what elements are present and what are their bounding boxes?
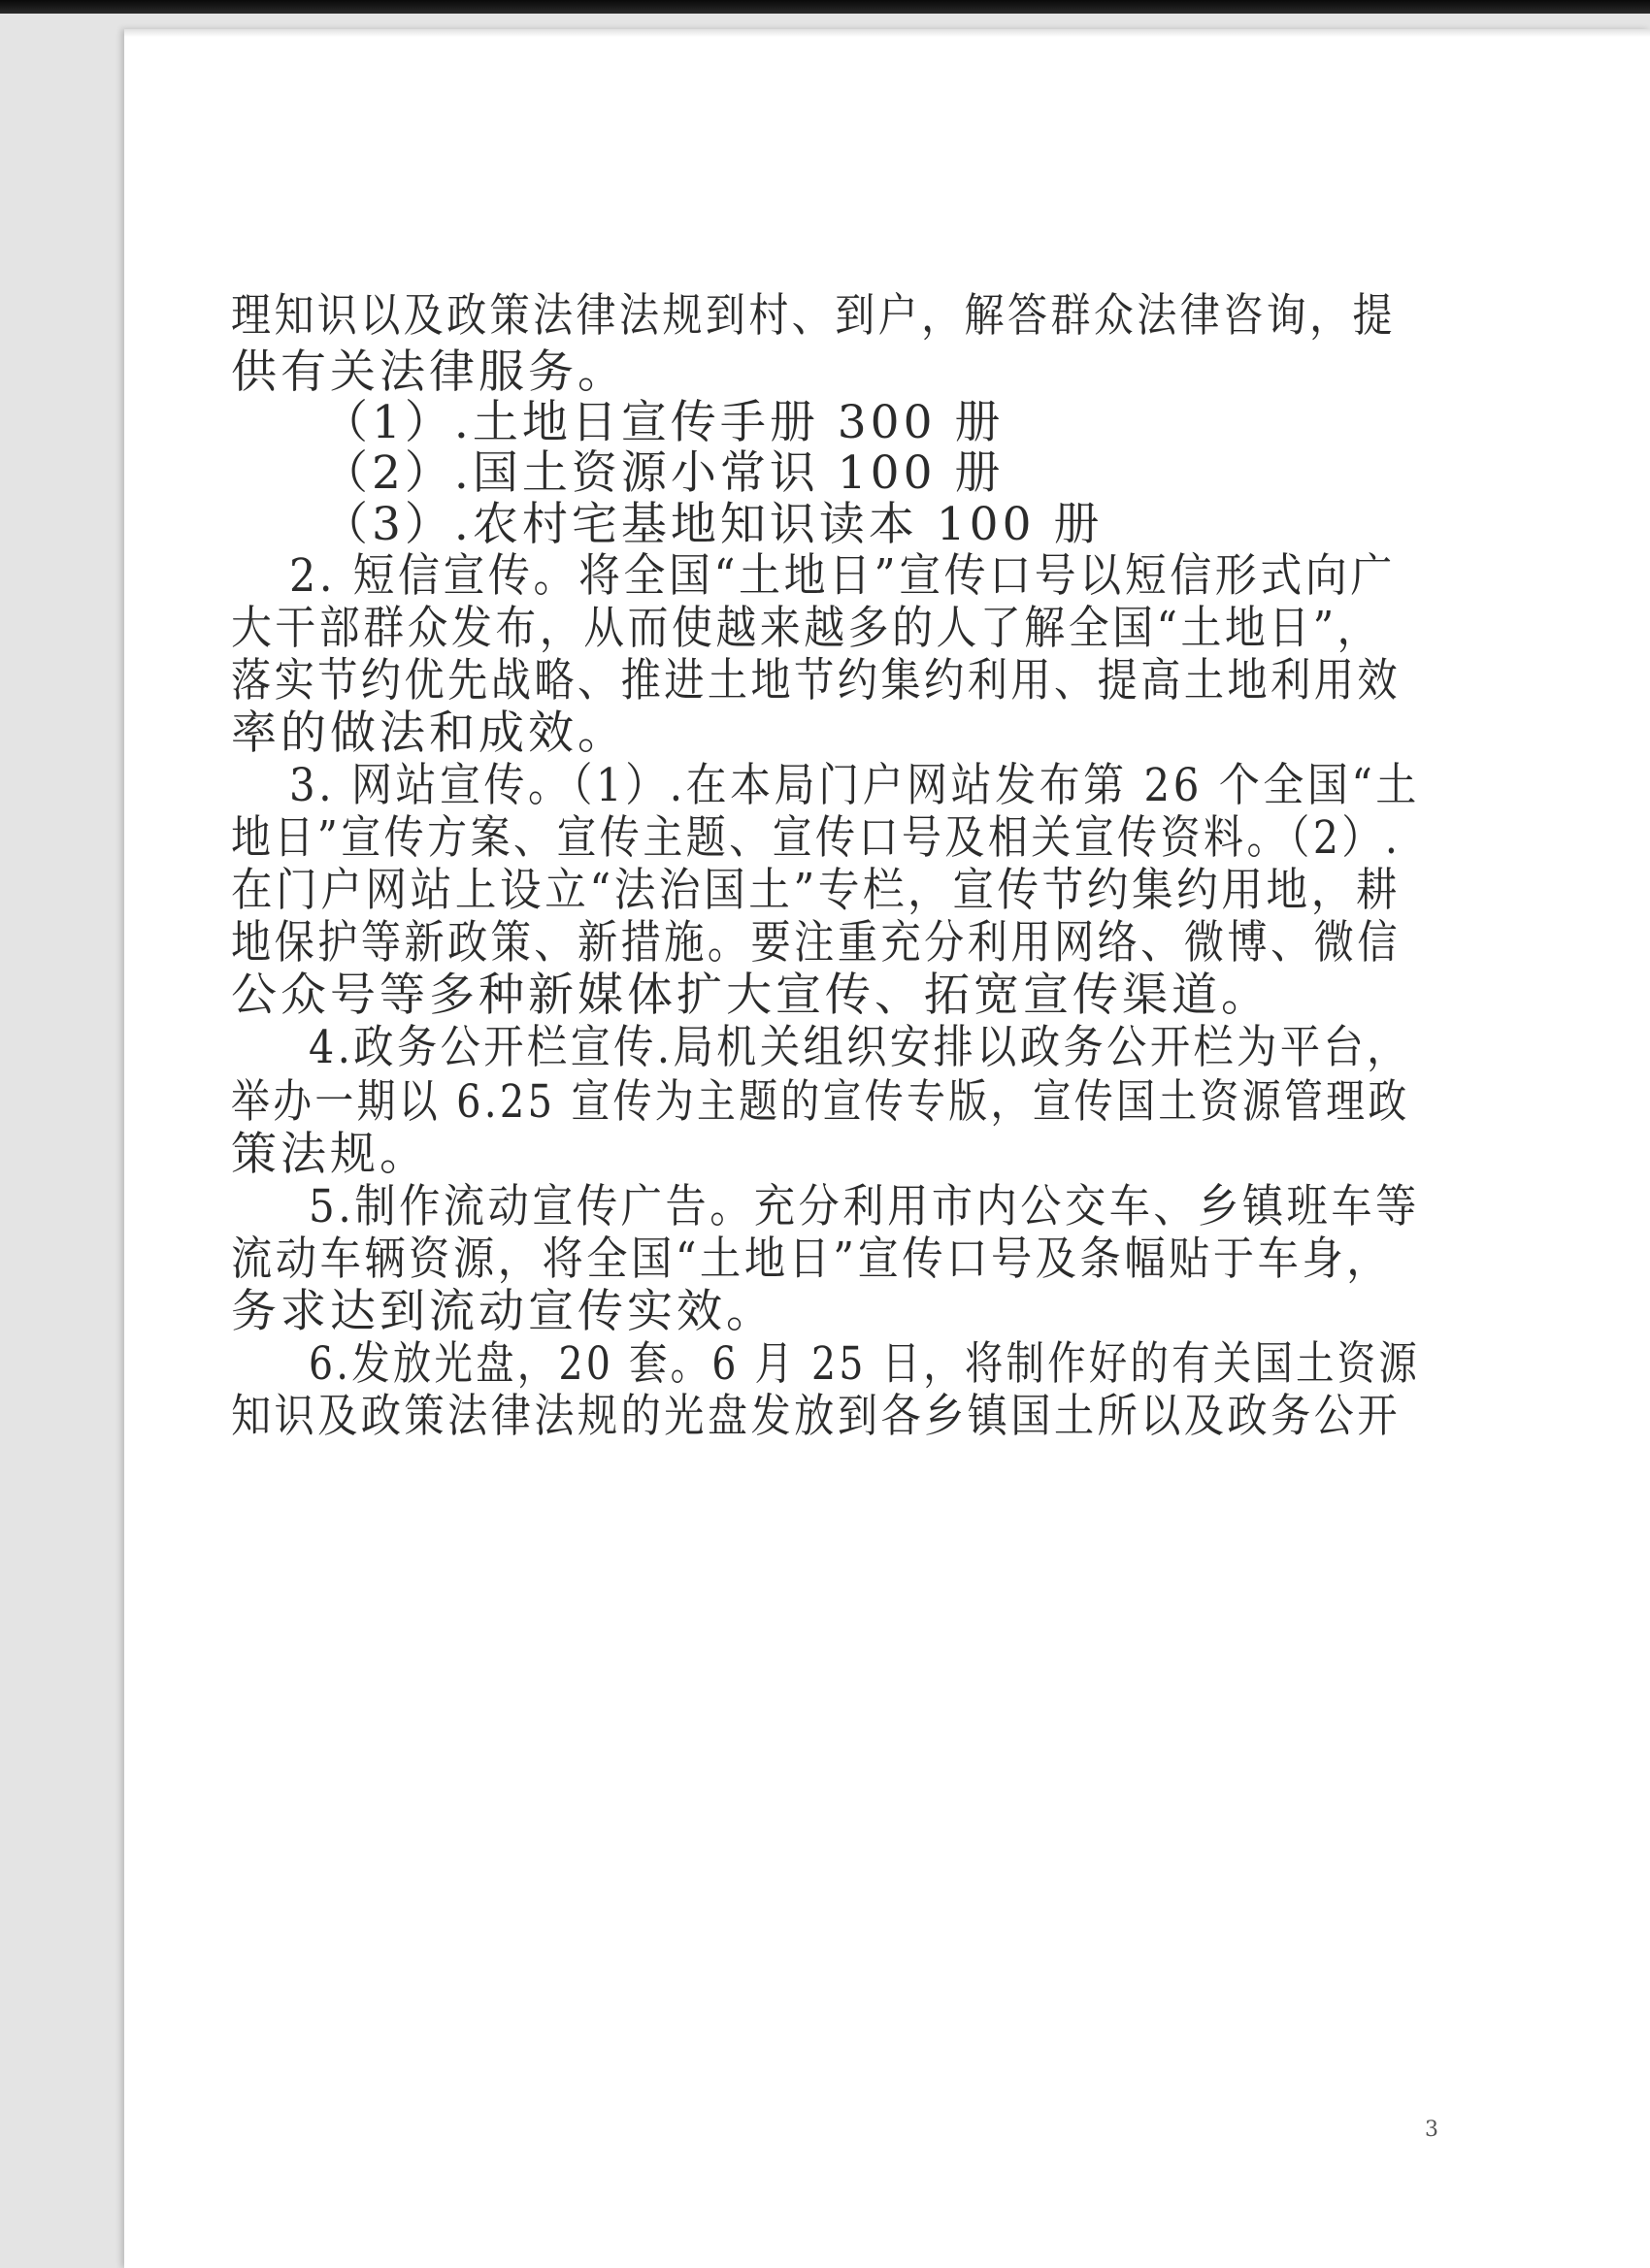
text-line-11: 地日”宣传方案、宣传主题、宣传口号及相关宣传资料。（2）.: [231, 811, 1402, 865]
text-line-8: 落实节约优先战略、推进土地节约集约利用、提高土地利用效: [231, 654, 1401, 707]
scan-edge: [0, 0, 1650, 14]
text-line-1: 理知识以及政策法律法规到村、到户，解答群众法律咨询，提: [231, 289, 1396, 343]
page-number: 3: [1425, 2118, 1438, 2142]
text-line-12: 在门户网站上设立“法治国土”专栏，宣传节约集约用地，耕: [231, 864, 1402, 917]
text-line-7: 大干部群众发布，从而使越来越多的人了解全国“土地日”，: [231, 602, 1382, 655]
text-line-2: 供有关法律服务。: [231, 345, 627, 399]
text-line-10: 3. 网站宣传。（1）.在本局门户网站发布第 26 个全国“土: [289, 759, 1420, 812]
text-line-16: 举办一期以 6.25 宣传为主题的宣传专版，宣传国土资源管理政: [231, 1075, 1410, 1129]
text-line-21: 6.发放光盘，20 套。6 月 25 日，将制作好的有关国土资源: [309, 1337, 1421, 1391]
list-item-1: （1）.土地日宣传手册 300 册: [322, 396, 1005, 449]
text-line-15: 4.政务公开栏宣传.局机关组织安排以政务公开栏为平台，: [309, 1021, 1410, 1074]
text-line-14: 公众号等多种新媒体扩大宣传、拓宽宣传渠道。: [231, 969, 1270, 1022]
text-line-19: 流动车辆资源，将全国“土地日”宣传口号及条幅贴于车身，: [231, 1233, 1392, 1286]
text-line-13: 地保护等新政策、新措施。要注重充分利用网络、微博、微信: [231, 916, 1401, 970]
text-line-9: 率的做法和成效。: [231, 707, 627, 760]
text-line-17: 策法规。: [231, 1128, 429, 1181]
text-line-20: 务求达到流动宣传实效。: [231, 1285, 776, 1338]
list-item-2: （2）.国土资源小常识 100 册: [322, 446, 1005, 500]
list-item-3: （3）.农村宅基地知识读本 100 册: [322, 498, 1104, 551]
document-page: [124, 29, 1650, 2268]
text-line-6: 2. 短信宣传。将全国“土地日”宣传口号以短信形式向广: [289, 549, 1396, 603]
text-line-18: 5.制作流动宣传广告。充分利用市内公交车、乡镇班车等: [309, 1180, 1420, 1233]
text-line-22: 知识及政策法律法规的光盘发放到各乡镇国土所以及政务公开: [231, 1390, 1401, 1443]
